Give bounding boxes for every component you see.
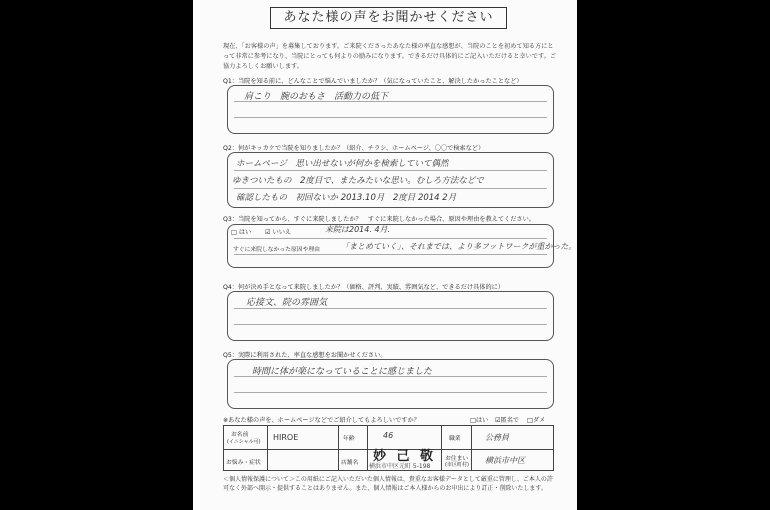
rule-line xyxy=(234,238,547,239)
trouble-label: お悩み・症状 xyxy=(226,460,261,466)
rule-line xyxy=(234,392,547,393)
q1-question: Q1：当院を知る前に、どんなことで悩んでいましたか？（気になっていたこと、解決したかったことなど） xyxy=(223,78,523,85)
q2-answer-line: 確認したもの 初回ないか 2013.10月 2度目 2014 2月 xyxy=(236,193,457,203)
rule-line xyxy=(234,188,547,189)
job-label: 職業 xyxy=(449,436,461,442)
intro-text: 現在、「お客様の声」を募集しております。ご来院くださったあなた様の率直な感想が、当院のことを初めて知る方にとって非常に参考になり、当院にとっても何よりの励みになります。できるだけ具体的にご記入いただけると幸いです。ご協力よろしくお願いします。 xyxy=(223,43,557,70)
q4-answer-box xyxy=(227,291,554,341)
q5-question: Q5：実際に利用された、率直な感想をお聞かせください。 xyxy=(223,352,387,359)
page-title: あなた様の声をお聞かせください xyxy=(270,7,507,29)
consent-option-no[interactable]: □ダメ xyxy=(527,417,546,424)
clinic-label: 店舗名 xyxy=(341,460,359,466)
table-divider xyxy=(471,425,472,471)
q3-reason-answer: 「まとめていく」、それまでは、より多フットワークが重かった。 xyxy=(341,242,577,251)
rule-line xyxy=(234,324,547,325)
name-label: お名前 xyxy=(231,432,249,438)
q3-question: Q3：当院を知ってから、すぐに来院しましたか？ すぐに来院しなかった場合、原因や理由を教えてください。 xyxy=(223,216,535,223)
rule-line xyxy=(234,308,547,309)
q5-answer-box xyxy=(227,359,554,409)
job-value: 公務員 xyxy=(485,433,509,442)
clinic-stamp-name: 妙 己 敬 xyxy=(373,449,437,464)
address-sub-label: (市区町村) xyxy=(445,462,469,468)
table-divider xyxy=(338,425,339,471)
rule-line xyxy=(234,117,547,118)
name-value: HIROE xyxy=(273,433,299,442)
table-divider xyxy=(267,425,268,471)
table-divider xyxy=(367,425,368,471)
q5-answer: 時間に体が楽になっていることに感じました xyxy=(252,367,433,377)
q2-question: Q2：何がキッカケで当院を知りましたか？（紹介、チラシ、ホームページ、〇〇で検索など） xyxy=(223,145,485,152)
consent-option-yes[interactable]: □はい xyxy=(470,417,489,424)
consent-question: ※あなた様の声を、ホームページなどでご紹介してもよろしいですか？ xyxy=(223,417,420,424)
q4-answer: 応接文、院の雰囲気 xyxy=(246,298,328,308)
q3-option-no[interactable]: ☑ いいえ xyxy=(265,229,292,236)
q2-answer-box xyxy=(227,152,554,208)
q1-answer-box xyxy=(227,85,554,134)
q3-reason-label: すぐに来院しなかった原因や理由 xyxy=(233,247,320,253)
privacy-footer: ＜個人情報保護について＞この用紙にご記入いただいた個人情報は、貴重なお客様データとして厳重に管理し、ご本人の許可なく外部へ開示・提供することはありません。また、個人情報はご本人様からのお申出により訂正・削除いたします。 xyxy=(223,476,553,492)
clinic-stamp-address: 横浜市中区元町 5-198 xyxy=(369,463,431,470)
rule-line xyxy=(234,170,547,171)
age-label: 年齢 xyxy=(343,436,355,442)
q1-answer: 肩こり 腕のおもさ 活動力の低下 xyxy=(244,92,389,102)
address-label: お住まい xyxy=(445,456,469,462)
q2-answer-line: ホームページ 思い出せないが何かを検索していて偶然 xyxy=(236,159,449,169)
name-sub-label: (イニシャル可) xyxy=(227,439,261,445)
survey-sheet xyxy=(193,0,577,510)
consent-option-initial[interactable]: ☑匿名で xyxy=(495,417,520,424)
address-value: 横浜市中区 xyxy=(485,456,525,465)
rule-line xyxy=(234,254,547,255)
q3-visit-note: 来院は2014. 4月. xyxy=(325,225,391,234)
table-divider xyxy=(441,425,442,471)
age-value: 46 xyxy=(383,431,394,440)
q2-answer-line: ゆきついたもの 2度目で、またみたいな思い。むしろ方法などで xyxy=(232,176,484,186)
q3-option-yes[interactable]: □ はい xyxy=(231,229,252,236)
q4-question: Q4：何が決め手となって来院しましたか？（価格、評判、実績、雰囲気など、できるだけ具体的に） xyxy=(223,284,505,291)
